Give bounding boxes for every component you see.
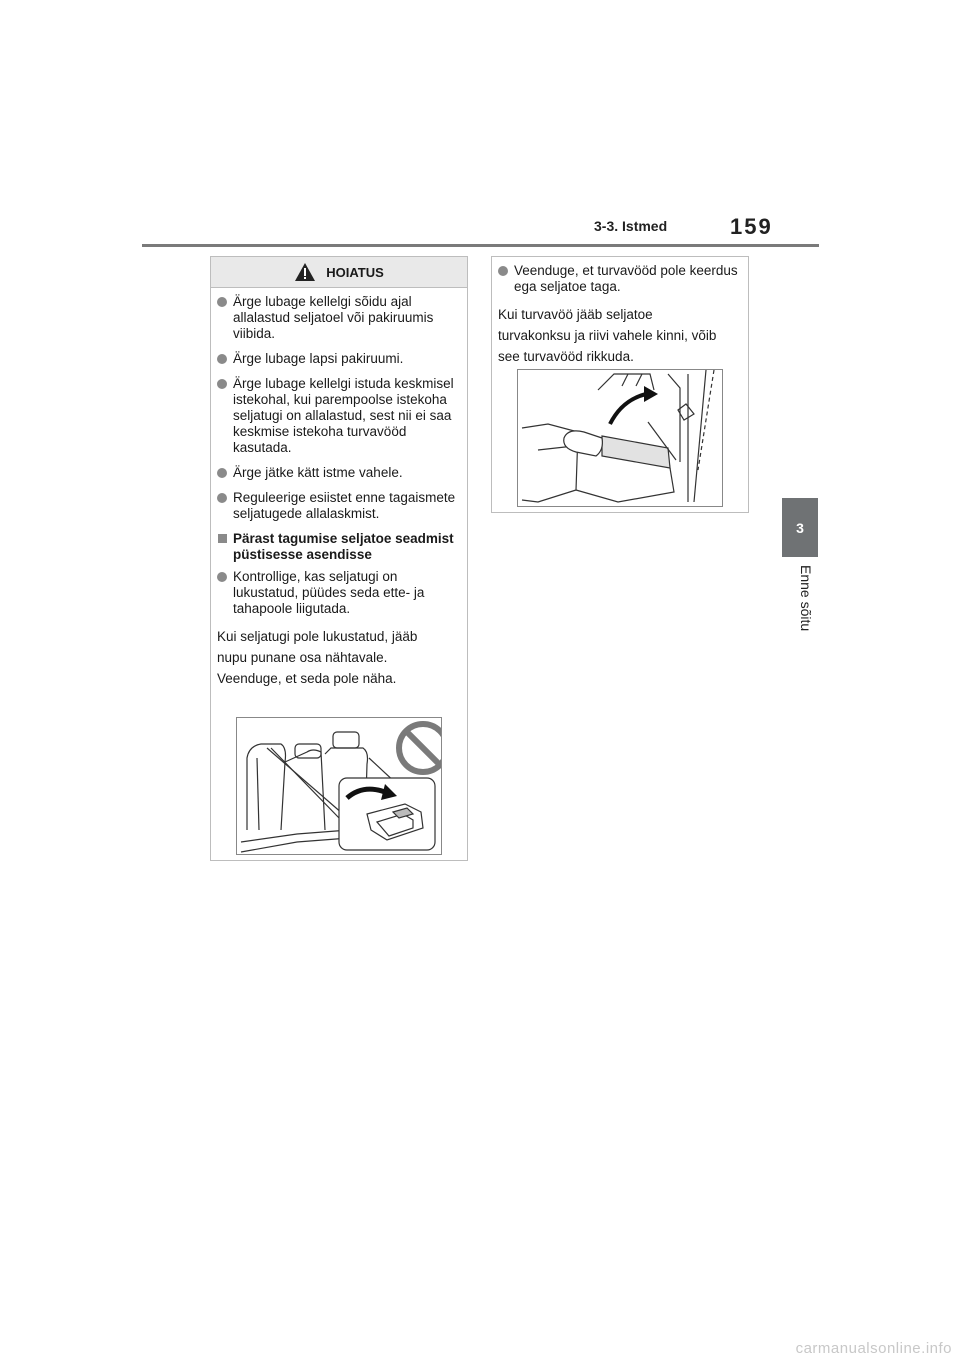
seatbelt-drawing — [518, 370, 722, 506]
paragraph-line: Kui turvavöö jääb seljatoe — [498, 307, 653, 322]
chapter-tab: 3 — [782, 498, 818, 557]
warning-triangle-icon — [294, 262, 316, 282]
page-number: 159 — [730, 214, 773, 239]
seat-lock-illustration — [236, 717, 442, 855]
warning-title: HOIATUS — [326, 264, 384, 280]
bullet-dot-icon — [217, 468, 227, 478]
subheading: Pärast tagumise seljatoe seadmist püstisesse asendisse — [217, 531, 461, 563]
paragraph-line: Veenduge, et seda pole näha. — [217, 671, 397, 686]
list-item: Veenduge, et turvavööd pole keerdus ega seljatoe taga. — [498, 263, 742, 295]
bullet-dot-icon — [217, 572, 227, 582]
bullet-dot-icon — [217, 354, 227, 364]
paragraph-line: Kui seljatugi pole lukustatud, jääb — [217, 629, 418, 644]
paragraph-line: nupu punane osa nähtavale. — [217, 650, 388, 665]
header-rule — [142, 244, 819, 247]
list-item: Ärge lubage kellelgi sõidu ajal allalastud seljatoel või pakiruumis viibida. — [217, 294, 461, 342]
bullet-dot-icon — [217, 379, 227, 389]
square-bullet-icon — [218, 534, 227, 543]
list-item: Ärge lubage kellelgi istuda keskmisel istekohal, kui parempoolse istekoha seljatugi on allalastud, sest nii ei saa keskmise istekoha turvavööd kasutada. — [217, 376, 461, 456]
seatbelt-illustration — [517, 369, 723, 507]
section-title: 3-3. Istmed — [594, 218, 668, 234]
seat-lock-drawing — [237, 718, 441, 854]
list-item: Ärge lubage lapsi pakiruumi. — [217, 351, 461, 367]
paragraph-line: turvakonksu ja riivi vahele kinni, võib — [498, 328, 717, 343]
paragraph-line: see turvavööd rikkuda. — [498, 349, 634, 364]
bullet-dot-icon — [498, 266, 508, 276]
watermark: carmanualsonline.info — [795, 1340, 952, 1357]
list-item: Kontrollige, kas seljatugi on lukustatud, püüdes seda ette- ja tahapoole liigutada. — [217, 569, 461, 617]
warning-header — [211, 257, 467, 288]
list-item: Ärge jätke kätt istme vahele. — [217, 465, 461, 481]
bullet-dot-icon — [217, 297, 227, 307]
bullet-dot-icon — [217, 493, 227, 503]
chapter-side-title: Enne sõitu — [798, 565, 814, 632]
list-item: Reguleerige esiistet enne tagaismete seljatugede allalaskmist. — [217, 490, 461, 522]
